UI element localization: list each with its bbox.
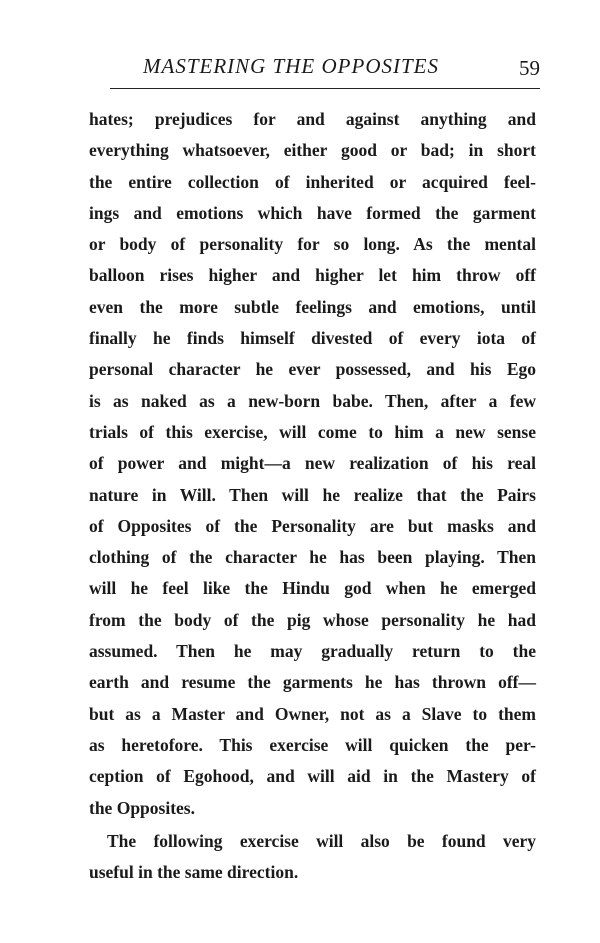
text-line: The following exercise will also be found very [107, 830, 536, 851]
text-line: hates; prejudices for and against anything and [89, 109, 536, 129]
text-line: useful in the same direction. [89, 862, 299, 883]
body-text [89, 104, 536, 888]
text-line: but as a Master and Owner, not as a Slave to them [89, 703, 536, 724]
text-line: balloon rises higher and higher let him throw off [89, 265, 536, 286]
text-line: clothing of the character he has been playing. Then [89, 547, 536, 568]
paragraph [89, 104, 536, 824]
page-number: 59 [519, 56, 540, 80]
text-line: ception of Egohood, and will aid in the Mastery of [89, 766, 536, 787]
text-line: personal character he ever possessed, and his Ego [89, 359, 536, 380]
text-line: everything whatsoever, either good or bad; in short [89, 140, 536, 161]
paragraph [89, 826, 536, 889]
text-line: ings and emotions which have formed the garment [89, 202, 536, 223]
text-line: or body of personality for so long. As the mental [89, 234, 536, 255]
text-line: of Opposites of the Personality are but masks and [89, 515, 536, 536]
text-line: will he feel like the Hindu god when he emerged [89, 578, 536, 599]
text-line: from the body of the pig whose personality he had [89, 609, 536, 630]
text-line: as heretofore. This exercise will quicken the per- [89, 734, 536, 755]
text-line: of power and might—a new realization of his real [89, 453, 536, 474]
text-line: earth and resume the garments he has thrown off— [89, 672, 536, 693]
text-line: trials of this exercise, will come to him a new sense [89, 421, 536, 442]
text-line: even the more subtle feelings and emotions, until [89, 296, 536, 317]
text-line: the entire collection of inherited or acquired feel- [89, 171, 536, 192]
text-line: nature in Will. Then will he realize that the Pairs [89, 484, 536, 505]
text-line: the Opposites. [89, 797, 195, 818]
page-header [110, 52, 540, 89]
text-line: assumed. Then he may gradually return to the [89, 641, 536, 662]
text-line: is as naked as a new-born babe. Then, after a few [89, 390, 536, 411]
text-line: finally he finds himself divested of every iota of [89, 328, 536, 349]
running-title: MASTERING THE OPPOSITES [143, 54, 439, 78]
